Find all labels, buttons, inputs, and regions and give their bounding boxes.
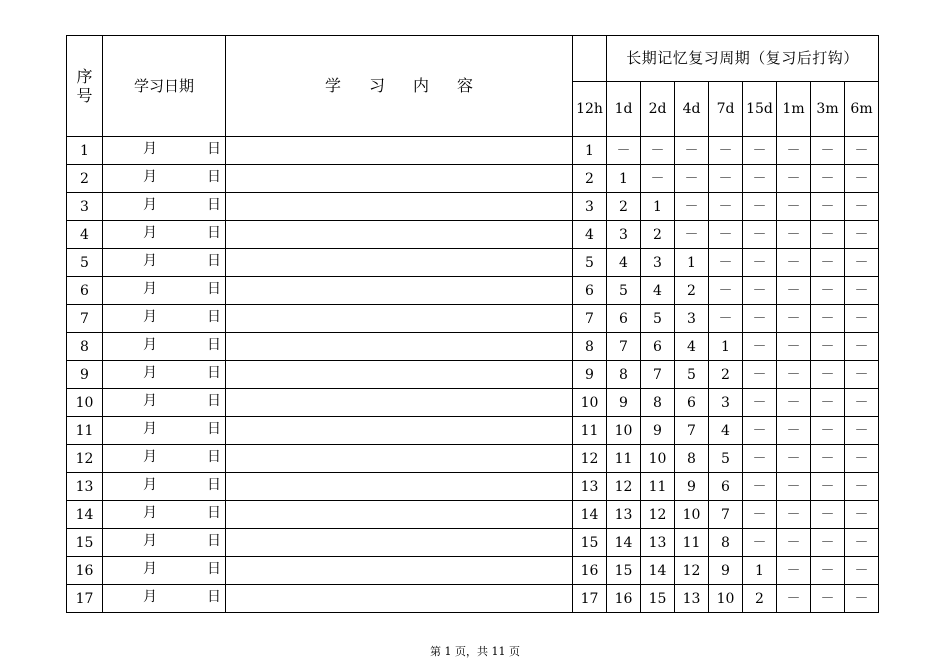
study-content-cell[interactable] xyxy=(226,585,573,613)
day-label: 日 xyxy=(207,365,221,381)
review-cell[interactable]: － xyxy=(845,417,879,445)
study-date-cell[interactable] xyxy=(103,193,226,221)
row-number: 1 xyxy=(67,137,103,165)
study-date-cell[interactable] xyxy=(103,501,226,529)
review-cell[interactable]: － xyxy=(743,529,777,557)
review-cell[interactable]: － xyxy=(811,417,845,445)
review-cell[interactable]: － xyxy=(845,221,879,249)
month-label: 月 xyxy=(143,253,157,269)
table-row xyxy=(67,277,879,305)
review-cell[interactable]: － xyxy=(777,473,811,501)
month-label: 月 xyxy=(143,393,157,409)
review-cell[interactable]: － xyxy=(845,389,879,417)
seq-header xyxy=(67,36,103,137)
study-date-cell[interactable] xyxy=(103,445,226,473)
review-cell[interactable]: － xyxy=(845,277,879,305)
review-cell[interactable]: 1 xyxy=(709,333,743,361)
review-cell[interactable]: － xyxy=(641,137,675,165)
review-cell[interactable]: － xyxy=(845,305,879,333)
table-row xyxy=(67,389,879,417)
table-row xyxy=(67,361,879,389)
review-cell[interactable]: 6 xyxy=(709,473,743,501)
review-cell[interactable]: － xyxy=(811,389,845,417)
month-label: 月 xyxy=(143,449,157,465)
review-cell[interactable]: － xyxy=(709,137,743,165)
date-header: 学习日期 xyxy=(103,36,226,137)
day-label: 日 xyxy=(207,477,221,493)
month-label: 月 xyxy=(143,421,157,437)
study-date-cell[interactable] xyxy=(103,557,226,585)
content-header xyxy=(226,36,573,137)
review-cell[interactable]: 2 xyxy=(641,221,675,249)
review-cell[interactable]: 3 xyxy=(573,193,607,221)
row-number: 8 xyxy=(67,333,103,361)
study-date-cell[interactable] xyxy=(103,529,226,557)
review-cell[interactable]: － xyxy=(777,557,811,585)
review-cell[interactable]: 10 xyxy=(709,585,743,613)
review-cell[interactable]: 2 xyxy=(675,277,709,305)
review-cell[interactable]: － xyxy=(709,221,743,249)
review-cell[interactable]: 15 xyxy=(607,557,641,585)
review-cell[interactable]: 13 xyxy=(675,585,709,613)
study-date-cell[interactable] xyxy=(103,277,226,305)
review-cell[interactable]: 5 xyxy=(709,445,743,473)
review-cell[interactable]: 1 xyxy=(675,249,709,277)
day-label: 日 xyxy=(207,449,221,465)
row-number: 4 xyxy=(67,221,103,249)
study-date-cell[interactable] xyxy=(103,585,226,613)
interval-header: 2d xyxy=(641,82,675,137)
review-cell[interactable]: 16 xyxy=(607,585,641,613)
review-cell[interactable]: － xyxy=(845,529,879,557)
review-cell[interactable]: － xyxy=(811,249,845,277)
period-header: 长期记忆复习周期（复习后打钩） xyxy=(607,36,879,82)
review-cell[interactable]: 4 xyxy=(573,221,607,249)
day-label: 日 xyxy=(207,589,221,605)
review-cell[interactable]: 15 xyxy=(573,529,607,557)
month-label: 月 xyxy=(143,281,157,297)
review-cell[interactable]: 4 xyxy=(607,249,641,277)
review-cell[interactable]: － xyxy=(743,193,777,221)
study-date-cell[interactable] xyxy=(103,389,226,417)
row-number: 14 xyxy=(67,501,103,529)
review-cell[interactable]: 1 xyxy=(743,557,777,585)
row-number: 10 xyxy=(67,389,103,417)
interval-header: 3m xyxy=(811,82,845,137)
interval-header: 4d xyxy=(675,82,709,137)
review-cell[interactable]: － xyxy=(811,361,845,389)
row-number: 12 xyxy=(67,445,103,473)
review-cell[interactable]: 7 xyxy=(607,333,641,361)
month-label: 月 xyxy=(143,533,157,549)
day-label: 日 xyxy=(207,505,221,521)
day-label: 日 xyxy=(207,421,221,437)
seq-header-line1: 序 xyxy=(76,66,93,86)
day-label: 日 xyxy=(207,225,221,241)
review-cell[interactable]: － xyxy=(811,221,845,249)
review-cell[interactable]: － xyxy=(845,445,879,473)
review-cell[interactable]: 3 xyxy=(641,249,675,277)
review-cell[interactable]: － xyxy=(811,473,845,501)
review-cell[interactable]: 8 xyxy=(641,389,675,417)
study-date-cell[interactable] xyxy=(103,137,226,165)
review-cell[interactable]: 4 xyxy=(641,277,675,305)
review-cell[interactable]: 7 xyxy=(675,417,709,445)
review-cell[interactable]: 12 xyxy=(675,557,709,585)
review-cell[interactable]: 13 xyxy=(573,473,607,501)
study-content-cell[interactable] xyxy=(226,277,573,305)
review-cell[interactable]: － xyxy=(743,165,777,193)
review-cell[interactable]: － xyxy=(845,473,879,501)
review-cell[interactable]: 5 xyxy=(573,249,607,277)
review-cell[interactable]: － xyxy=(845,501,879,529)
review-cell[interactable]: 7 xyxy=(641,361,675,389)
review-cell[interactable]: － xyxy=(811,501,845,529)
review-cell[interactable]: 7 xyxy=(709,501,743,529)
review-cell[interactable]: 10 xyxy=(607,417,641,445)
review-cell[interactable]: － xyxy=(811,165,845,193)
review-cell[interactable]: － xyxy=(675,193,709,221)
table-row xyxy=(67,333,879,361)
review-cell[interactable]: 12 xyxy=(607,473,641,501)
table-row xyxy=(67,417,879,445)
month-label: 月 xyxy=(143,505,157,521)
review-cell[interactable]: － xyxy=(743,361,777,389)
review-cell[interactable]: － xyxy=(709,277,743,305)
study-date-cell[interactable] xyxy=(103,249,226,277)
month-label: 月 xyxy=(143,589,157,605)
table-row xyxy=(67,249,879,277)
study-content-cell[interactable] xyxy=(226,221,573,249)
review-cell[interactable]: － xyxy=(743,249,777,277)
study-date-cell[interactable] xyxy=(103,333,226,361)
month-label: 月 xyxy=(143,309,157,325)
review-cell[interactable]: 6 xyxy=(573,277,607,305)
review-cell[interactable]: 9 xyxy=(641,417,675,445)
review-cell[interactable]: 1 xyxy=(573,137,607,165)
row-number: 15 xyxy=(67,529,103,557)
review-cell[interactable]: － xyxy=(743,305,777,333)
review-cell[interactable]: － xyxy=(811,277,845,305)
review-cell[interactable]: 3 xyxy=(709,389,743,417)
review-cell[interactable]: 8 xyxy=(573,333,607,361)
row-number: 2 xyxy=(67,165,103,193)
study-date-cell[interactable] xyxy=(103,417,226,445)
row-number: 6 xyxy=(67,277,103,305)
study-content-cell[interactable] xyxy=(226,137,573,165)
table-row xyxy=(67,473,879,501)
table-row xyxy=(67,501,879,529)
review-cell[interactable]: 9 xyxy=(709,557,743,585)
review-cell[interactable]: 3 xyxy=(607,221,641,249)
review-cell[interactable]: － xyxy=(811,137,845,165)
review-cell[interactable]: － xyxy=(777,389,811,417)
review-cell[interactable]: 8 xyxy=(607,361,641,389)
review-cell[interactable]: 11 xyxy=(607,445,641,473)
seq-header-line2: 号 xyxy=(76,86,93,105)
review-cell[interactable]: － xyxy=(777,417,811,445)
review-cell[interactable]: － xyxy=(743,445,777,473)
study-content-cell[interactable] xyxy=(226,529,573,557)
review-cell[interactable]: 11 xyxy=(573,417,607,445)
review-cell[interactable]: － xyxy=(675,221,709,249)
review-cell[interactable]: － xyxy=(845,249,879,277)
review-cell[interactable]: － xyxy=(777,249,811,277)
row-number: 16 xyxy=(67,557,103,585)
review-cell[interactable]: 1 xyxy=(607,165,641,193)
interval-header: 6m xyxy=(845,82,879,137)
review-cell[interactable]: － xyxy=(845,557,879,585)
review-cell[interactable]: － xyxy=(607,137,641,165)
month-label: 月 xyxy=(143,141,157,157)
review-cell[interactable]: 2 xyxy=(709,361,743,389)
study-content-cell[interactable] xyxy=(226,445,573,473)
table-row xyxy=(67,165,879,193)
interval-header: 15d xyxy=(743,82,777,137)
review-cell[interactable]: 2 xyxy=(573,165,607,193)
table-row xyxy=(67,221,879,249)
review-schedule-table xyxy=(66,35,879,613)
review-cell[interactable]: － xyxy=(845,585,879,613)
review-cell[interactable]: 1 xyxy=(641,193,675,221)
content-header-char: 学 xyxy=(324,76,341,95)
month-label: 月 xyxy=(143,169,157,185)
review-cell[interactable]: － xyxy=(845,361,879,389)
review-cell[interactable]: 9 xyxy=(607,389,641,417)
day-label: 日 xyxy=(207,197,221,213)
review-cell[interactable]: － xyxy=(811,529,845,557)
review-cell[interactable]: － xyxy=(743,277,777,305)
review-cell[interactable]: － xyxy=(777,193,811,221)
review-cell[interactable]: － xyxy=(811,557,845,585)
review-cell[interactable]: 9 xyxy=(573,361,607,389)
review-cell[interactable]: 2 xyxy=(607,193,641,221)
review-cell[interactable]: － xyxy=(743,473,777,501)
review-cell[interactable]: 7 xyxy=(573,305,607,333)
table-row xyxy=(67,529,879,557)
review-cell[interactable]: 5 xyxy=(675,361,709,389)
day-label: 日 xyxy=(207,281,221,297)
month-label: 月 xyxy=(143,365,157,381)
review-cell[interactable]: － xyxy=(743,389,777,417)
study-content-cell[interactable] xyxy=(226,249,573,277)
review-cell[interactable]: － xyxy=(743,137,777,165)
review-cell[interactable]: － xyxy=(777,305,811,333)
study-content-cell[interactable] xyxy=(226,557,573,585)
study-content-cell[interactable] xyxy=(226,473,573,501)
table-row xyxy=(67,305,879,333)
review-cell[interactable]: 5 xyxy=(641,305,675,333)
review-cell[interactable]: － xyxy=(675,165,709,193)
review-cell[interactable]: 13 xyxy=(641,529,675,557)
study-content-cell[interactable] xyxy=(226,305,573,333)
review-cell[interactable]: 14 xyxy=(573,501,607,529)
review-cell[interactable]: － xyxy=(743,417,777,445)
review-cell[interactable]: － xyxy=(709,305,743,333)
month-label: 月 xyxy=(143,197,157,213)
review-cell[interactable]: － xyxy=(777,445,811,473)
content-header-char: 内 xyxy=(413,76,430,95)
review-cell[interactable]: － xyxy=(777,585,811,613)
study-content-cell[interactable] xyxy=(226,165,573,193)
table-row xyxy=(67,585,879,613)
month-label: 月 xyxy=(143,225,157,241)
interval-header: 7d xyxy=(709,82,743,137)
review-cell[interactable]: 15 xyxy=(641,585,675,613)
review-cell[interactable]: 14 xyxy=(607,529,641,557)
table-row xyxy=(67,557,879,585)
interval-header: 1m xyxy=(777,82,811,137)
header-row xyxy=(67,36,879,82)
review-cell[interactable]: － xyxy=(777,277,811,305)
review-cell[interactable]: － xyxy=(811,445,845,473)
review-cell[interactable]: － xyxy=(777,361,811,389)
review-cell[interactable]: 12 xyxy=(573,445,607,473)
table-row xyxy=(67,137,879,165)
review-cell[interactable]: － xyxy=(777,137,811,165)
review-cell[interactable]: － xyxy=(777,165,811,193)
study-date-cell[interactable] xyxy=(103,221,226,249)
row-number: 5 xyxy=(67,249,103,277)
table-row xyxy=(67,445,879,473)
review-cell[interactable]: － xyxy=(743,501,777,529)
day-label: 日 xyxy=(207,533,221,549)
table-row xyxy=(67,193,879,221)
review-cell[interactable]: 8 xyxy=(675,445,709,473)
review-cell[interactable]: － xyxy=(845,193,879,221)
review-cell[interactable]: － xyxy=(743,221,777,249)
review-cell[interactable]: 4 xyxy=(709,417,743,445)
review-cell[interactable]: － xyxy=(845,333,879,361)
day-label: 日 xyxy=(207,393,221,409)
content-header-char: 习 xyxy=(368,76,385,95)
review-cell[interactable]: 16 xyxy=(573,557,607,585)
study-content-cell[interactable] xyxy=(226,417,573,445)
interval-header: 12h xyxy=(573,82,607,137)
study-content-cell[interactable] xyxy=(226,361,573,389)
review-cell[interactable]: － xyxy=(845,165,879,193)
row-number: 3 xyxy=(67,193,103,221)
row-number: 17 xyxy=(67,585,103,613)
review-cell[interactable]: － xyxy=(777,333,811,361)
day-label: 日 xyxy=(207,169,221,185)
month-label: 月 xyxy=(143,337,157,353)
review-cell[interactable]: － xyxy=(811,305,845,333)
day-label: 日 xyxy=(207,309,221,325)
review-cell[interactable]: － xyxy=(709,193,743,221)
study-date-cell[interactable] xyxy=(103,165,226,193)
study-date-cell[interactable] xyxy=(103,305,226,333)
review-cell[interactable]: 9 xyxy=(675,473,709,501)
review-cell[interactable]: 6 xyxy=(641,333,675,361)
review-cell[interactable]: 12 xyxy=(641,501,675,529)
study-date-cell[interactable] xyxy=(103,361,226,389)
row-number: 9 xyxy=(67,361,103,389)
review-cell[interactable]: 10 xyxy=(573,389,607,417)
row-number: 7 xyxy=(67,305,103,333)
page-footer: 第 1 页，共 11 页 xyxy=(430,645,520,658)
row-number: 13 xyxy=(67,473,103,501)
review-cell[interactable]: － xyxy=(777,501,811,529)
content-header-char: 容 xyxy=(457,76,474,95)
review-cell[interactable]: 2 xyxy=(743,585,777,613)
review-cell[interactable]: 11 xyxy=(641,473,675,501)
review-cell[interactable]: 14 xyxy=(641,557,675,585)
review-cell[interactable]: 5 xyxy=(607,277,641,305)
review-cell[interactable]: － xyxy=(777,221,811,249)
study-content-cell[interactable] xyxy=(226,389,573,417)
review-cell[interactable]: 6 xyxy=(675,389,709,417)
review-cell[interactable]: － xyxy=(811,333,845,361)
study-content-cell[interactable] xyxy=(226,501,573,529)
review-cell[interactable]: 17 xyxy=(573,585,607,613)
review-cell[interactable]: － xyxy=(675,137,709,165)
day-label: 日 xyxy=(207,253,221,269)
review-cell[interactable]: － xyxy=(743,333,777,361)
review-cell[interactable]: － xyxy=(811,585,845,613)
study-content-cell[interactable] xyxy=(226,193,573,221)
review-cell[interactable]: － xyxy=(641,165,675,193)
review-cell[interactable]: － xyxy=(811,193,845,221)
review-cell[interactable]: － xyxy=(709,249,743,277)
month-label: 月 xyxy=(143,477,157,493)
month-label: 月 xyxy=(143,561,157,577)
review-cell[interactable]: 4 xyxy=(675,333,709,361)
review-cell[interactable]: 10 xyxy=(641,445,675,473)
review-cell[interactable]: 10 xyxy=(675,501,709,529)
day-label: 日 xyxy=(207,337,221,353)
interval-header: 1d xyxy=(607,82,641,137)
review-cell[interactable]: － xyxy=(709,165,743,193)
review-cell[interactable]: 8 xyxy=(709,529,743,557)
day-label: 日 xyxy=(207,561,221,577)
study-date-cell[interactable] xyxy=(103,473,226,501)
row-number: 11 xyxy=(67,417,103,445)
review-cell[interactable]: 11 xyxy=(675,529,709,557)
review-cell[interactable]: 3 xyxy=(675,305,709,333)
review-cell[interactable]: 13 xyxy=(607,501,641,529)
study-content-cell[interactable] xyxy=(226,333,573,361)
day-label: 日 xyxy=(207,141,221,157)
review-cell[interactable]: － xyxy=(845,137,879,165)
review-cell[interactable]: 6 xyxy=(607,305,641,333)
period-header-blank xyxy=(573,36,607,82)
review-cell[interactable]: － xyxy=(777,529,811,557)
